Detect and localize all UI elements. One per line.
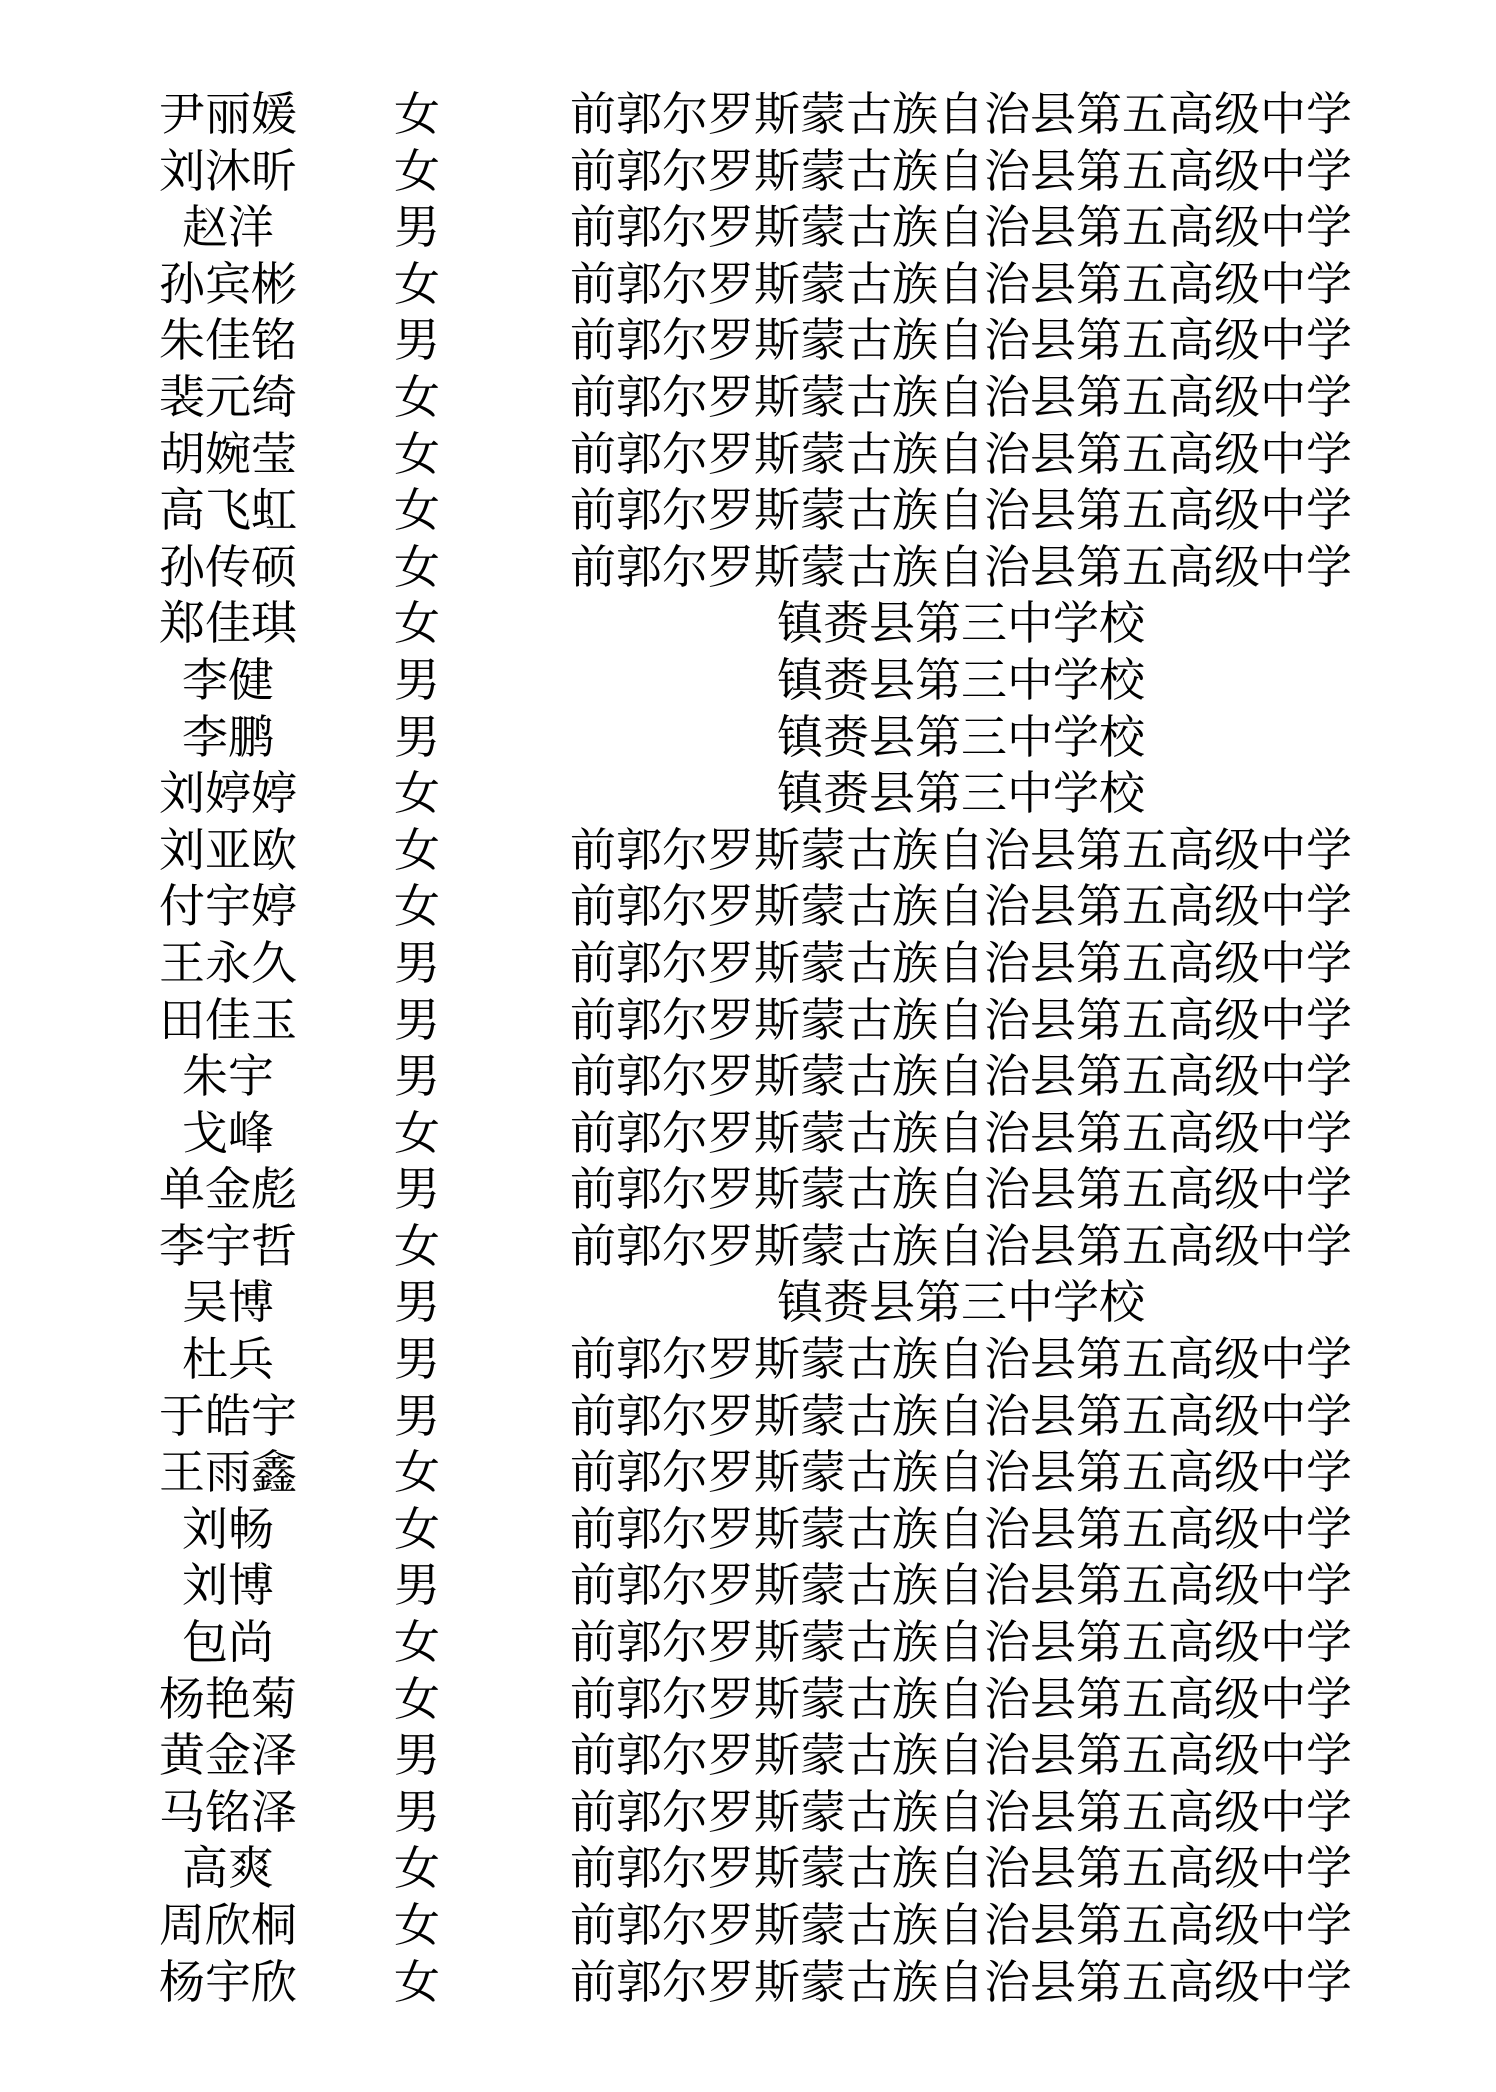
student-school: 前郭尔罗斯蒙古族自治县第五高级中学 — [570, 1220, 1352, 1272]
student-gender: 女 — [394, 598, 440, 650]
student-school: 镇赉县第三中学校 — [777, 654, 1145, 706]
student-row — [0, 1106, 1496, 1163]
student-row — [0, 710, 1496, 767]
student-school: 前郭尔罗斯蒙古族自治县第五高级中学 — [570, 824, 1352, 876]
student-name: 尹丽媛 — [159, 89, 297, 140]
student-gender: 男 — [394, 315, 440, 367]
student-row — [0, 823, 1496, 880]
student-gender: 男 — [394, 1730, 440, 1782]
student-gender: 女 — [394, 428, 440, 480]
student-name: 李宇哲 — [159, 1220, 297, 1272]
student-school: 前郭尔罗斯蒙古族自治县第五高级中学 — [570, 994, 1352, 1046]
student-gender: 男 — [394, 654, 440, 706]
student-roster-list — [0, 87, 1496, 2011]
student-school: 前郭尔罗斯蒙古族自治县第五高级中学 — [570, 145, 1352, 197]
student-gender: 男 — [394, 994, 440, 1046]
student-gender: 男 — [394, 202, 440, 254]
student-school: 前郭尔罗斯蒙古族自治县第五高级中学 — [570, 1843, 1352, 1895]
student-gender: 男 — [394, 1051, 440, 1103]
student-school: 镇赉县第三中学校 — [777, 768, 1145, 820]
student-school: 镇赉县第三中学校 — [777, 598, 1145, 650]
student-school: 前郭尔罗斯蒙古族自治县第五高级中学 — [570, 485, 1352, 537]
student-name: 胡婉莹 — [159, 428, 297, 480]
student-name: 刘畅 — [182, 1503, 274, 1555]
student-school: 前郭尔罗斯蒙古族自治县第五高级中学 — [570, 428, 1352, 480]
student-row — [0, 1785, 1496, 1842]
student-row — [0, 766, 1496, 823]
student-gender: 女 — [394, 1617, 440, 1669]
student-school: 前郭尔罗斯蒙古族自治县第五高级中学 — [570, 315, 1352, 367]
student-school: 镇赉县第三中学校 — [777, 711, 1145, 763]
student-name: 付宇婷 — [159, 881, 297, 933]
student-gender: 男 — [394, 1164, 440, 1216]
student-school: 镇赉县第三中学校 — [777, 1277, 1145, 1329]
student-gender: 女 — [394, 145, 440, 197]
student-gender: 女 — [394, 768, 440, 820]
student-school: 前郭尔罗斯蒙古族自治县第五高级中学 — [570, 1447, 1352, 1499]
student-name: 周欣桐 — [159, 1900, 297, 1951]
student-gender: 男 — [394, 1560, 440, 1612]
student-name: 刘亚欧 — [159, 824, 297, 876]
student-name: 高飞虹 — [159, 485, 297, 537]
student-school: 前郭尔罗斯蒙古族自治县第五高级中学 — [570, 258, 1352, 310]
student-row — [0, 540, 1496, 597]
student-row — [0, 1615, 1496, 1672]
student-name: 孙传硕 — [159, 541, 297, 593]
student-school: 前郭尔罗斯蒙古族自治县第五高级中学 — [570, 1390, 1352, 1442]
student-row — [0, 1275, 1496, 1332]
student-name: 刘沐昕 — [159, 145, 297, 197]
student-gender: 女 — [394, 258, 440, 310]
student-row — [0, 483, 1496, 540]
student-gender: 男 — [394, 1334, 440, 1386]
student-row — [0, 1332, 1496, 1389]
student-row — [0, 200, 1496, 257]
student-name: 吴博 — [182, 1277, 274, 1329]
student-name: 于皓宇 — [159, 1390, 297, 1442]
student-school: 前郭尔罗斯蒙古族自治县第五高级中学 — [570, 1560, 1352, 1612]
student-gender: 女 — [394, 1447, 440, 1499]
student-name: 田佳玉 — [159, 994, 297, 1046]
student-school: 前郭尔罗斯蒙古族自治县第五高级中学 — [570, 881, 1352, 933]
student-row — [0, 87, 1496, 144]
student-name: 马铭泽 — [159, 1786, 297, 1838]
student-row — [0, 1841, 1496, 1898]
student-row — [0, 257, 1496, 314]
student-name: 朱佳铭 — [159, 315, 297, 367]
student-name: 杨艳菊 — [159, 1673, 297, 1725]
student-name: 孙宾彬 — [159, 258, 297, 310]
student-name: 裴元绮 — [159, 371, 297, 423]
student-row — [0, 936, 1496, 993]
student-row — [0, 1898, 1496, 1955]
student-gender: 女 — [394, 1107, 440, 1159]
student-gender: 男 — [394, 937, 440, 989]
student-school: 前郭尔罗斯蒙古族自治县第五高级中学 — [570, 1900, 1352, 1951]
student-gender: 女 — [394, 541, 440, 593]
student-school: 前郭尔罗斯蒙古族自治县第五高级中学 — [570, 1786, 1352, 1838]
student-row — [0, 427, 1496, 484]
student-name: 杨宇欣 — [159, 1956, 297, 2008]
student-school: 前郭尔罗斯蒙古族自治县第五高级中学 — [570, 1164, 1352, 1216]
student-name: 包尚 — [182, 1617, 274, 1669]
student-row — [0, 596, 1496, 653]
student-school: 前郭尔罗斯蒙古族自治县第五高级中学 — [570, 1051, 1352, 1103]
student-row — [0, 993, 1496, 1050]
student-gender: 女 — [394, 1843, 440, 1895]
student-gender: 男 — [394, 711, 440, 763]
student-name: 李鹏 — [182, 711, 274, 763]
student-name: 高爽 — [182, 1843, 274, 1895]
student-row — [0, 1558, 1496, 1615]
student-row — [0, 1389, 1496, 1446]
student-name: 戈峰 — [182, 1107, 274, 1159]
student-school: 前郭尔罗斯蒙古族自治县第五高级中学 — [570, 937, 1352, 989]
student-school: 前郭尔罗斯蒙古族自治县第五高级中学 — [570, 1730, 1352, 1782]
student-school: 前郭尔罗斯蒙古族自治县第五高级中学 — [570, 1673, 1352, 1725]
student-row — [0, 1502, 1496, 1559]
student-school: 前郭尔罗斯蒙古族自治县第五高级中学 — [570, 89, 1352, 140]
student-name: 王永久 — [159, 937, 297, 989]
student-row — [0, 370, 1496, 427]
student-name: 单金彪 — [159, 1164, 297, 1216]
student-gender: 男 — [394, 1786, 440, 1838]
student-gender: 男 — [394, 1277, 440, 1329]
student-name: 黄金泽 — [159, 1730, 297, 1782]
student-gender: 女 — [394, 1673, 440, 1725]
student-school: 前郭尔罗斯蒙古族自治县第五高级中学 — [570, 1956, 1352, 2008]
student-row — [0, 1672, 1496, 1729]
student-name: 刘婷婷 — [159, 768, 297, 820]
student-gender: 女 — [394, 371, 440, 423]
student-name: 赵洋 — [182, 202, 274, 254]
student-row — [0, 1955, 1496, 2012]
student-row — [0, 313, 1496, 370]
student-row — [0, 144, 1496, 201]
student-row — [0, 1445, 1496, 1502]
student-row — [0, 1219, 1496, 1276]
student-gender: 女 — [394, 1956, 440, 2008]
student-school: 前郭尔罗斯蒙古族自治县第五高级中学 — [570, 541, 1352, 593]
student-name: 李健 — [182, 654, 274, 706]
student-school: 前郭尔罗斯蒙古族自治县第五高级中学 — [570, 1107, 1352, 1159]
student-gender: 女 — [394, 1220, 440, 1272]
student-row — [0, 653, 1496, 710]
student-gender: 女 — [394, 824, 440, 876]
student-school: 前郭尔罗斯蒙古族自治县第五高级中学 — [570, 202, 1352, 254]
student-gender: 男 — [394, 1390, 440, 1442]
student-row — [0, 1728, 1496, 1785]
student-gender: 女 — [394, 89, 440, 140]
student-school: 前郭尔罗斯蒙古族自治县第五高级中学 — [570, 371, 1352, 423]
student-row — [0, 1162, 1496, 1219]
student-gender: 女 — [394, 485, 440, 537]
student-name: 朱宇 — [182, 1051, 274, 1103]
student-school: 前郭尔罗斯蒙古族自治县第五高级中学 — [570, 1503, 1352, 1555]
student-gender: 女 — [394, 1503, 440, 1555]
student-name: 郑佳琪 — [159, 598, 297, 650]
student-school: 前郭尔罗斯蒙古族自治县第五高级中学 — [570, 1617, 1352, 1669]
student-row — [0, 1049, 1496, 1106]
student-gender: 女 — [394, 1900, 440, 1951]
student-school: 前郭尔罗斯蒙古族自治县第五高级中学 — [570, 1334, 1352, 1386]
student-name: 王雨鑫 — [159, 1447, 297, 1499]
student-name: 刘博 — [182, 1560, 274, 1612]
student-row — [0, 879, 1496, 936]
student-name: 杜兵 — [182, 1334, 274, 1386]
student-gender: 女 — [394, 881, 440, 933]
